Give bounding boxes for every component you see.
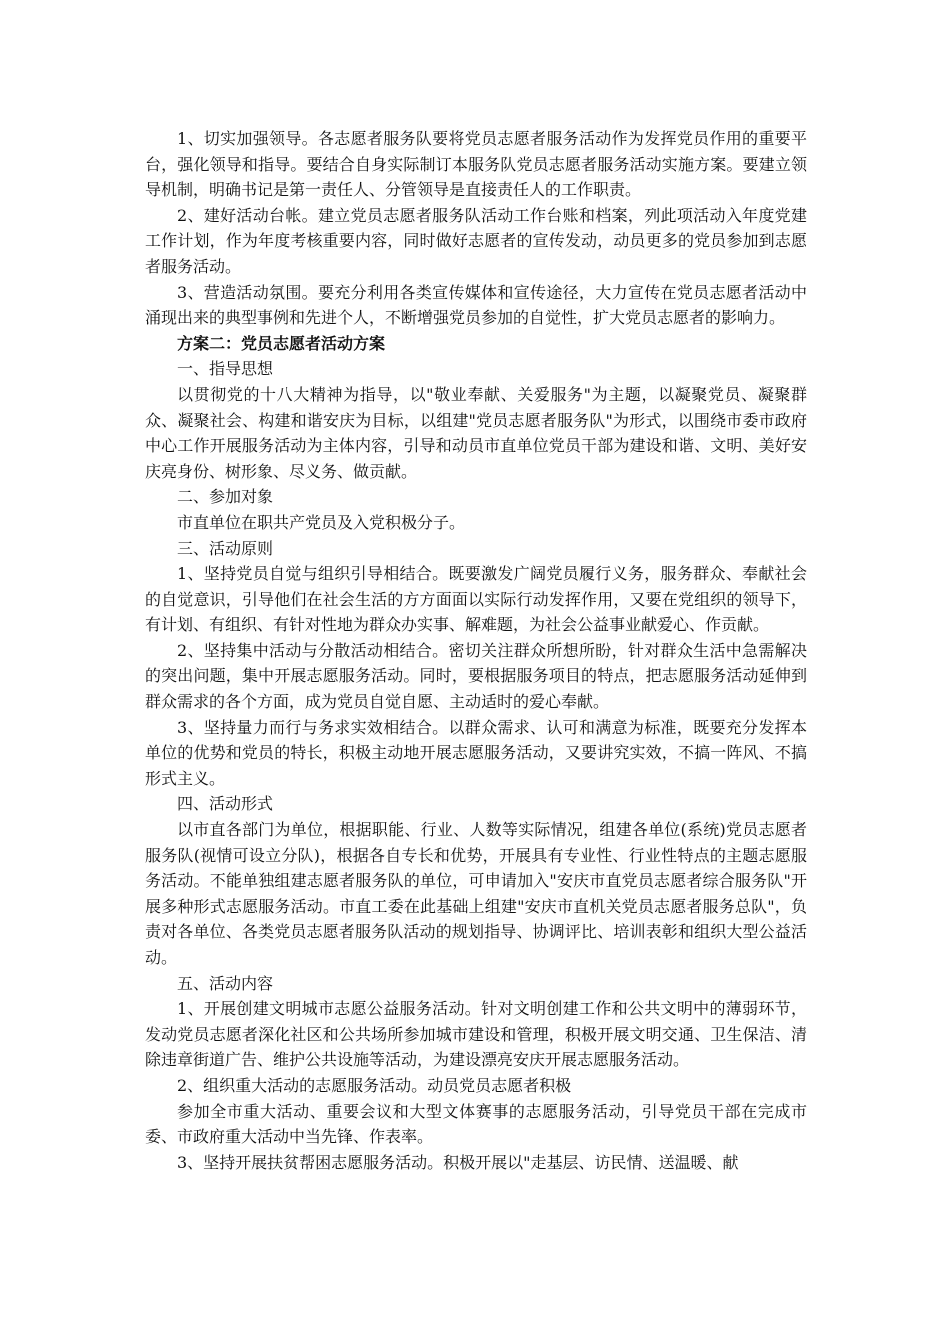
paragraph-principle-3: 3、坚持量力而行与务求实效相结合。以群众需求、认可和满意为标准，既要充分发挥本单位的优势和党员的特长，积极主动地开展志愿服务活动，又要讲究实效，不搞一阵风、不搞形式主义。 — [145, 717, 807, 788]
paragraph-content-3: 3、坚持开展扶贫帮困志愿服务活动。积极开展以"走基层、访民情、送温暖、献 — [177, 1152, 739, 1172]
paragraph-principle-2: 2、坚持集中活动与分散活动相结合。密切关注群众所想所盼，针对群众生活中急需解决的突出问题，集中开展志愿服务活动。同时，要根据服务项目的特点，把志愿服务活动延伸到群众需求的各个方面，成为党员自觉自愿、主动适时的爱心奉献。 — [145, 640, 807, 712]
subheading-participants: 二、参加对象 — [177, 487, 274, 507]
subheading-forms: 四、活动形式 — [177, 794, 274, 814]
paragraph-content-2: 2、组织重大活动的志愿服务活动。动员党员志愿者积极 — [177, 1075, 572, 1095]
paragraph-forms: 以市直各部门为单位，根据职能、行业、人数等实际情况，组建各单位(系统)党员志愿者服务队(视情可设立分队)，根据各自专长和优势，开展具有专业性、行业性特点的主题志愿服务活动。不能单独组建志愿者服务队的单位，可申请加入"安庆市直党员志愿者综合服务队"开展多种形式志愿服务活动。市直工委在此基础上组建"安庆市直机关党员志愿者服务总队"，负责对各单位、各类党员志愿者服务队活动的规划指导、协调评比、培训表彰和组织大型公益活动。 — [145, 820, 807, 967]
subheading-principles: 三、活动原则 — [177, 538, 274, 558]
paragraph-1: 1、切实加强领导。各志愿者服务队要将党员志愿者服务活动作为发挥党员作用的重要平台，强化领导和指导。要结合自身实际制订本服务队党员志愿者服务活动实施方案。要建立领导机制，明确书记是第一责任人、分管领导是直接责任人的工作职责。 — [145, 129, 807, 200]
subheading-content: 五、活动内容 — [177, 973, 274, 993]
section-heading: 方案二：党员志愿者活动方案 — [177, 333, 386, 353]
subheading-guiding-thought: 一、指导思想 — [177, 359, 274, 379]
paragraph-principle-1: 1、坚持党员自觉与组织引导相结合。既要激发广阔党员履行义务，服务群众、奉献社会的自觉意识，引导他们在社会生活的方方面面以实际行动发挥作用，又要在党组织的领导下，有计划、有组织、有针对性地为群众办实事、解难题，为社会公益事业献爱心、作贡献。 — [145, 564, 807, 635]
document-page — [145, 126, 807, 1175]
paragraph-2: 2、建好活动台帐。建立党员志愿者服务队活动工作台账和档案，列此项活动入年度党建工作计划，作为年度考核重要内容，同时做好志愿者的宣传发动，动员更多的党员参加到志愿者服务活动。 — [145, 205, 807, 276]
paragraph-content-1: 1、开展创建文明城市志愿公益服务活动。针对文明创建工作和公共文明中的薄弱环节，发动党员志愿者深化社区和公共场所参加城市建设和管理，积极开展文明交通、卫生保洁、清除违章街道广告、维护公共设施等活动，为建设漂亮安庆开展志愿服务活动。 — [145, 999, 807, 1070]
paragraph-3: 3、营造活动氛围。要充分利用各类宣传媒体和宣传途径，大力宣传在党员志愿者活动中涌现出来的典型事例和先进个人，不断增强党员参加的自觉性，扩大党员志愿者的影响力。 — [145, 282, 807, 328]
paragraph-guiding-thought: 以贯彻党的十八大精神为指导，以"敬业奉献、关爱服务"为主题，以凝聚党员、凝聚群众、凝聚社会、构建和谐安庆为目标，以组建"党员志愿者服务队"为形式，以围绕市委市政府中心工作开展服务活动为主体内容，引导和动员市直单位党员干部为建设和谐、文明、美好安庆亮身份、树形象、尽义务、做贡献。 — [145, 384, 807, 481]
paragraph-participants: 市直单位在职共产党员及入党积极分子。 — [177, 512, 466, 532]
paragraph-content-2-cont: 参加全市重大活动、重要会议和大型文体赛事的志愿服务活动，引导党员干部在完成市委、市政府重大活动中当先锋、作表率。 — [145, 1101, 807, 1147]
